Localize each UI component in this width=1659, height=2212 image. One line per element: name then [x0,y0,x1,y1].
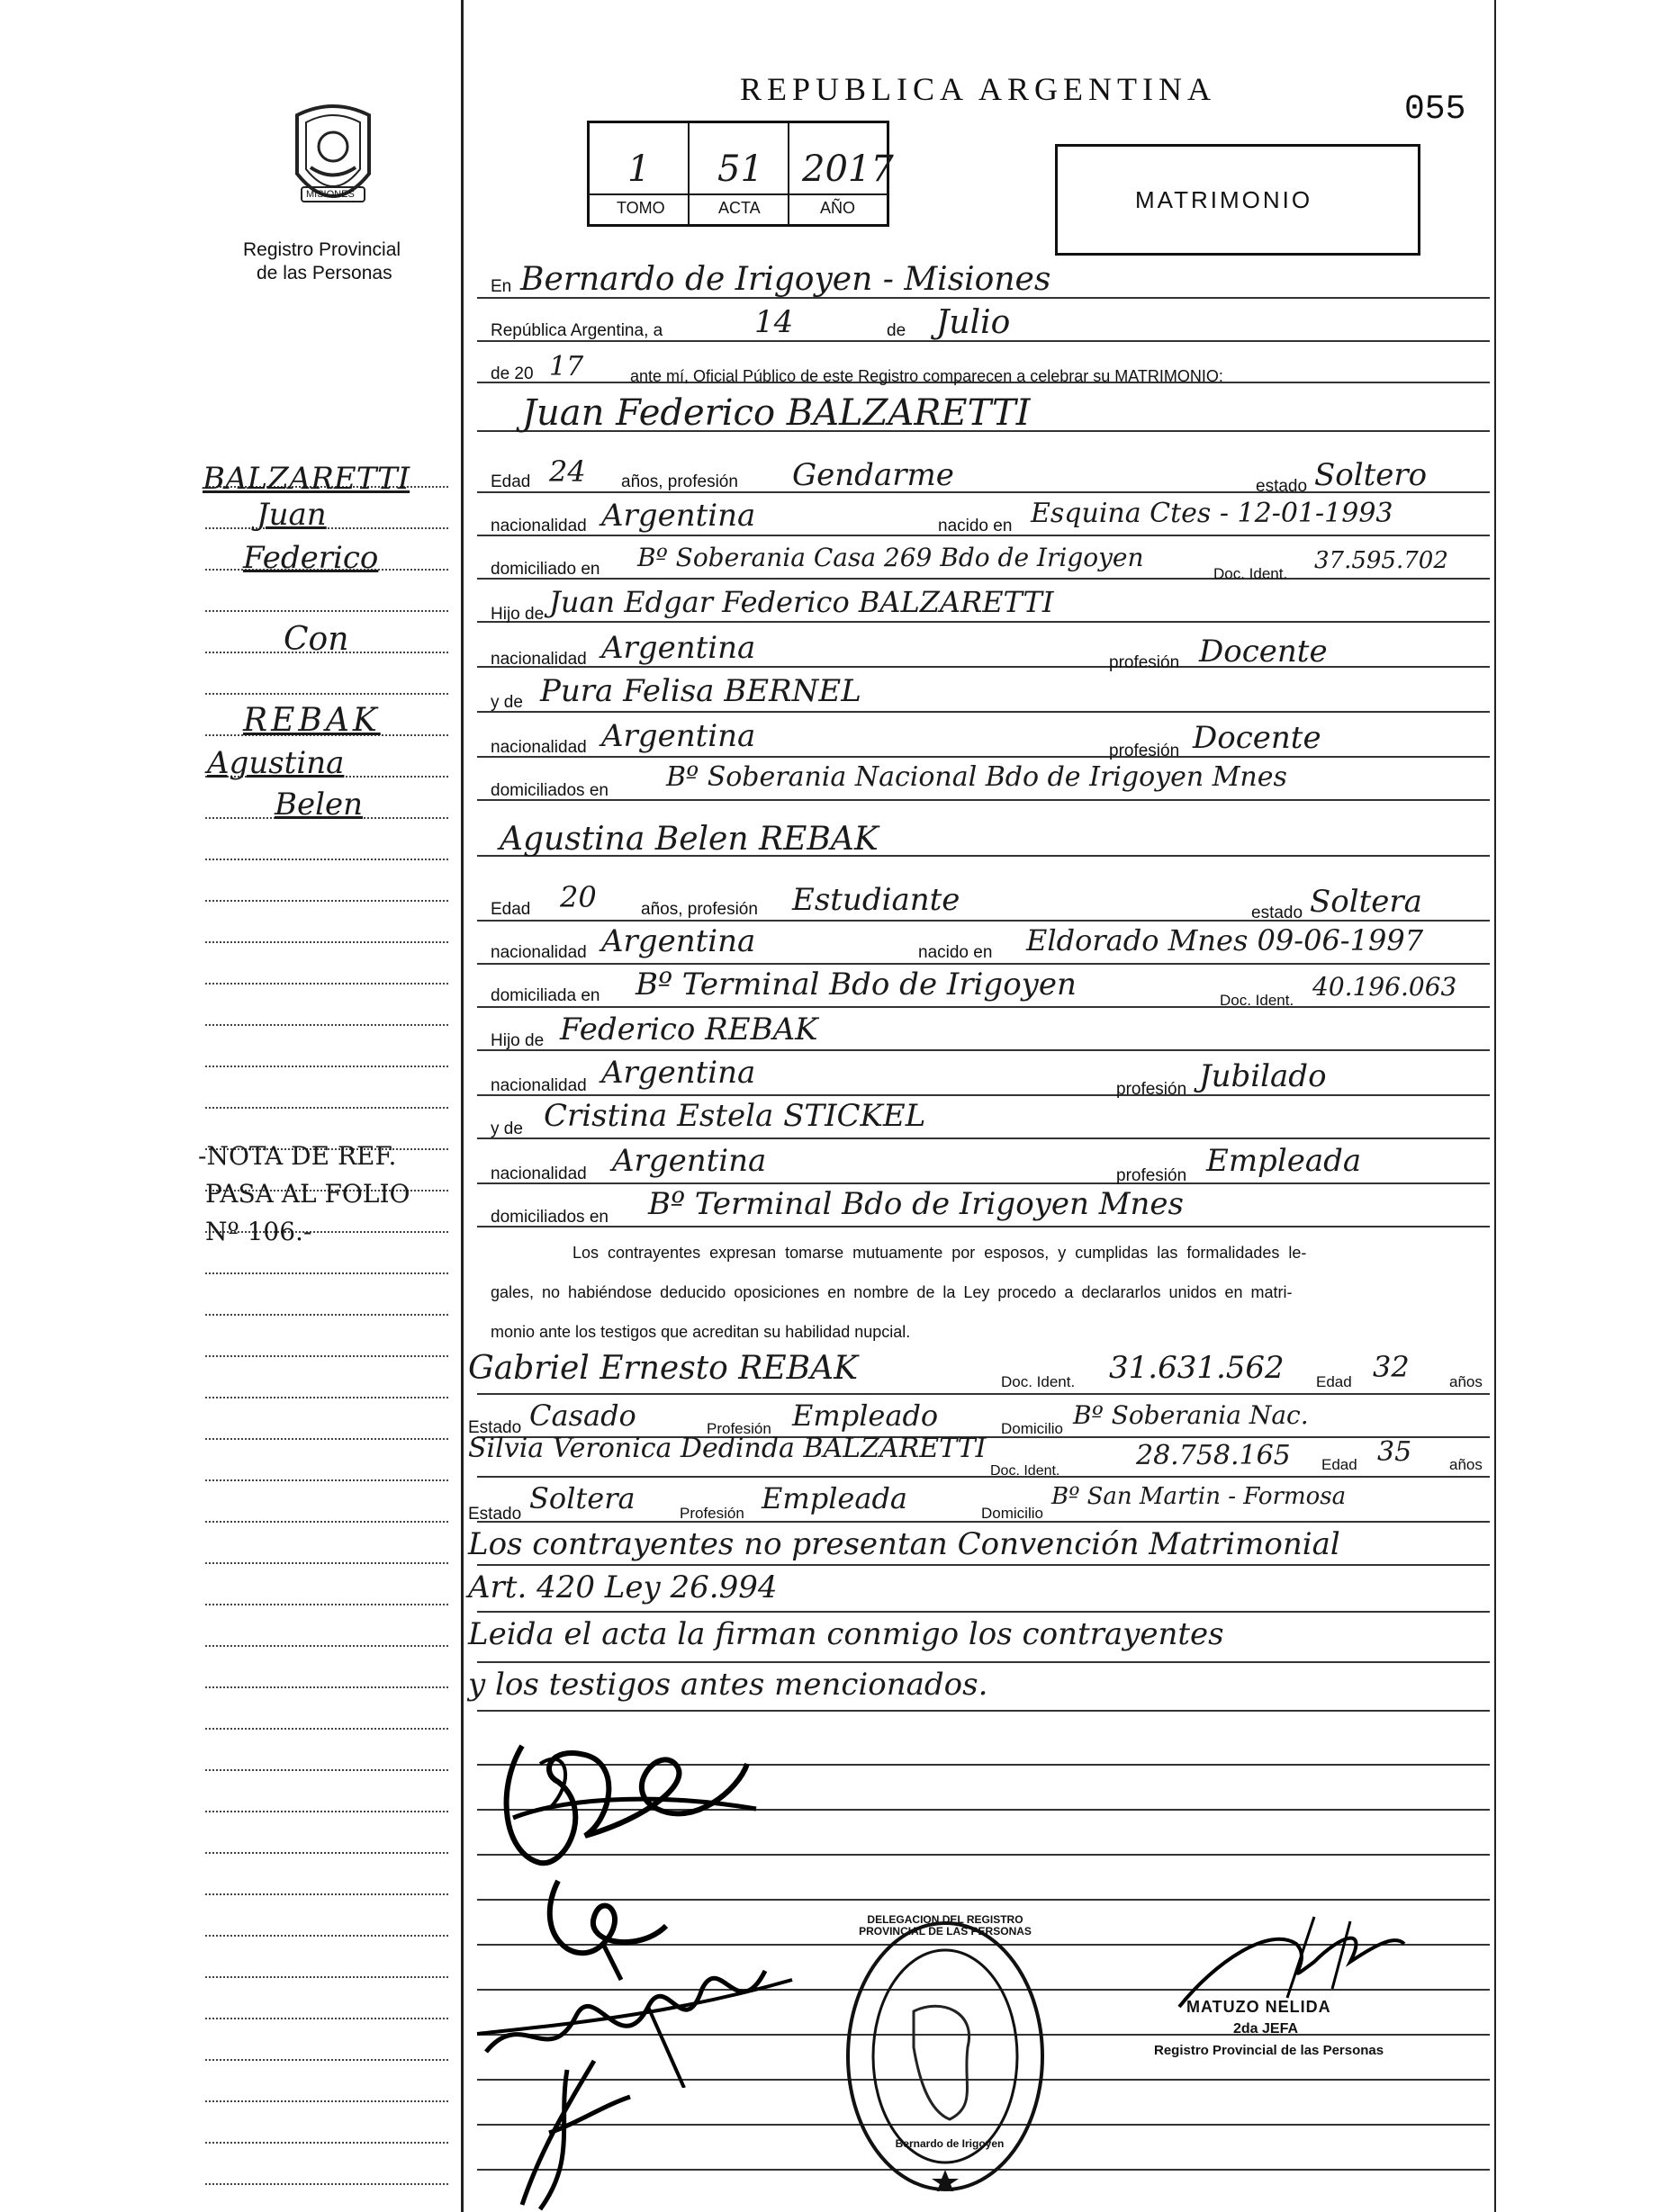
groom-parents-address: Bº Soberania Nacional Bdo de Irigoyen Mnes [666,761,1287,793]
margin-rule [205,1893,448,1895]
margin-rule [205,1024,448,1026]
republica-label: República Argentina, a [491,321,663,340]
registry-stamp-icon [842,1912,1049,2191]
groom-mother-prof: Docente [1193,720,1321,756]
margin-groom-name2: Federico [243,540,379,576]
bride-doc: 40.196.063 [1312,972,1457,1002]
acta-value: 51 [717,148,763,190]
bride-mother-nat-label: nacionalidad [491,1164,587,1183]
witness1-address: Bº Soberania Nac. [1073,1400,1309,1430]
margin-rule [205,941,448,943]
bride-mother-prof-label: profesión [1116,1166,1187,1185]
signature-witness2-icon [486,2052,666,2212]
margin-rule [205,1107,448,1109]
groom-nationality-label: nacionalidad [491,517,587,535]
official-office: Registro Provincial de las Personas [1154,2043,1384,2058]
margin-rule [205,1397,448,1398]
bride-estado-label: estado [1251,904,1303,922]
margin-rule [205,1769,448,1771]
witness1-profession: Empleado [792,1398,939,1433]
groom-anos-label: años, profesión [621,472,738,491]
witness1-doc-label: Doc. Ident. [1001,1373,1076,1390]
en-label: En [491,277,512,296]
margin-rule [205,900,448,902]
margin-rule [205,2183,448,2185]
groom-estado-label: estado [1256,477,1308,496]
witness1-prof-label: Profesión [707,1420,771,1437]
groom-mother-nat-label: nacionalidad [491,738,587,757]
official-title: 2da JEFA [1233,2021,1299,2037]
groom-doc-label: Doc. Ident. [1213,565,1288,582]
witness2-doc-label: Doc. Ident. [990,1463,1060,1479]
bride-estado: Soltera [1310,884,1422,920]
body-rule [477,799,1490,801]
bride-hijo-label: Hijo de [491,1031,545,1050]
body-rule [477,578,1490,580]
bride-nationality: Argentina [601,923,756,959]
margin-rule [205,983,448,985]
bride-edad-label: Edad [491,900,531,919]
groom-father-nat: Argentina [601,630,756,666]
margin-bride-surname: REBAK [243,702,381,739]
act-type-box [1055,144,1420,256]
margin-rule [205,693,448,695]
official-name: MATUZO NELIDA [1186,1998,1331,2016]
crest-label: MISIONES [306,189,355,200]
body-rule [477,1006,1490,1008]
registry-name-line1: Registro Provincial [243,239,401,260]
body-rule [477,920,1490,922]
statement-line1: Los contrayentes expresan tomarse mutuamente por esposos, y cumplidas las formalidades le- [573,1244,1307,1262]
intro-text: ante mí, Oficial Público de este Registro comparecen a celebrar su MATRIMONIO: [630,367,1223,385]
margin-rule [205,1272,448,1274]
statement-line3: monio ante los testigos que acreditan su habilidad nupcial. [491,1323,911,1341]
year-prefix: de 20 [491,364,534,383]
bride-mother-nat: Argentina [612,1143,767,1179]
groom-birth: Esquina Ctes - 12-01-1993 [1031,498,1393,529]
bride-father-prof-label: profesión [1116,1080,1187,1099]
body-rule [477,1661,1490,1663]
groom-full-name: Juan Federico BALZARETTI [522,392,1031,434]
bride-doc-label: Doc. Ident. [1220,992,1294,1009]
body-rule [477,963,1490,965]
tomo-value: 1 [627,148,651,190]
act-id-box [587,121,894,227]
notes-line4: y los testigos antes mencionados. [468,1667,988,1703]
margin-note-line1: -NOTA DE REF. [198,1141,397,1171]
place: Bernardo de Irigoyen - Misiones [520,261,1051,298]
margin-rule [205,1521,448,1523]
anio-label: AÑO [820,199,856,217]
witness1-age: 32 [1373,1350,1410,1384]
margin-rule [205,859,448,860]
bride-parents-dom-label: domiciliados en [491,1208,609,1227]
groom-edad-label: Edad [491,472,531,491]
witness1-estado-label: Estado [468,1418,522,1437]
bride-father-nat-label: nacionalidad [491,1076,587,1095]
margin-note-line2: PASA AL FOLIO [205,1179,410,1209]
margin-bride-name2: Belen [275,787,363,823]
day: 14 [754,304,794,340]
margin-rule [205,1479,448,1481]
body-rule [477,1476,1490,1478]
margin-con: Con [284,621,349,658]
groom-hijo-label: Hijo de [491,605,545,624]
margin-rule [205,1066,448,1067]
body-rule [477,1564,1490,1566]
margin-rule [205,1728,448,1730]
groom-father: Juan Edgar Federico BALZARETTI [549,585,1054,619]
body-rule [477,1182,1490,1184]
registry-name-line2: de las Personas [257,263,392,283]
month: Julio [936,304,1011,341]
notes-line1: Los contrayentes no presentan Convención Matrimonial [468,1526,1340,1562]
witness2-age: 35 [1377,1436,1412,1468]
margin-note-line3: Nº 106.- [205,1217,312,1246]
page-number: 055 [1404,90,1466,129]
margin-rule [205,2018,448,2019]
margin-rule [205,2100,448,2102]
body-rule [477,756,1490,758]
groom-father-nat-label: nacionalidad [491,650,587,669]
bride-nationality-label: nacionalidad [491,943,587,962]
margin-rule [205,1355,448,1357]
margin-rule [205,1314,448,1316]
groom-mother-prof-label: profesión [1109,742,1180,760]
groom-mother: Pura Felisa BERNEL [540,673,861,709]
margin-divider [461,0,464,2212]
margin-rule [205,1852,448,1854]
notes-line3: Leida el acta la firman conmigo los contrayentes [468,1616,1224,1652]
margin-rule [205,2142,448,2144]
bride-address: Bº Terminal Bdo de Irigoyen [636,967,1077,1003]
groom-father-prof-label: profesión [1109,653,1180,672]
witness1-name: Gabriel Ernesto REBAK [468,1350,859,1387]
de-label: de [887,321,906,340]
margin-rule [205,1935,448,1937]
bride-birth: Eldorado Mnes 09-06-1997 [1026,923,1424,958]
groom-mother-nat: Argentina [601,718,756,754]
body-rule [477,1137,1490,1139]
stamp-center-text: Bernardo de Irigoyen [895,2137,1005,2150]
bride-father-prof: Jubilado [1199,1058,1327,1094]
body-rule [477,1393,1490,1395]
margin-bride-name1: Agustina [207,745,345,781]
margin-rule [205,527,448,529]
body-rule [477,1611,1490,1613]
bride-age: 20 [560,880,597,914]
groom-domicilio-label: domiciliado en [491,560,600,579]
right-border [1494,0,1496,2212]
anio-value: 2017 [802,148,894,190]
witness1-estado: Casado [529,1398,636,1433]
witness2-prof-label: Profesión [680,1505,744,1522]
act-type-label: MATRIMONIO [1135,186,1313,213]
witness2-anos-label: años [1449,1456,1483,1473]
groom-estado: Soltero [1314,457,1428,493]
notes-line2: Art. 420 Ley 26.994 [468,1569,778,1605]
groom-address: Bº Soberania Casa 269 Bdo de Irigoyen [637,543,1144,572]
margin-rule [205,1976,448,1978]
misiones-crest-icon [284,97,383,223]
bride-full-name: Agustina Belen REBAK [500,821,879,858]
bride-yde-label: y de [491,1119,523,1138]
witness2-dom-label: Domicilio [981,1505,1043,1522]
stamp-ring-text: DELEGACION DEL REGISTRO PROVINCIAL DE LAS PERSONAS [859,1913,1032,1938]
body-rule [477,666,1490,668]
groom-nacido-label: nacido en [938,517,1013,535]
groom-nationality: Argentina [601,498,756,534]
witness1-dom-label: Domicilio [1001,1420,1063,1437]
bride-mother-prof: Empleada [1206,1143,1362,1179]
witness2-doc: 28.758.165 [1136,1440,1291,1471]
body-rule [477,621,1490,623]
groom-age: 24 [549,454,586,489]
witness2-estado-label: Estado [468,1505,522,1524]
margin-rule [205,1438,448,1440]
groom-parents-dom-label: domiciliados en [491,781,609,800]
bride-parents-address: Bº Terminal Bdo de Irigoyen Mnes [648,1186,1184,1222]
witness1-doc: 31.631.562 [1109,1350,1285,1386]
bride-domicilio-label: domiciliada en [491,986,600,1005]
groom-yde-label: y de [491,693,523,712]
witness1-anos-label: años [1449,1373,1483,1390]
margin-rule [205,610,448,612]
witness2-edad-label: Edad [1321,1456,1357,1473]
country-title: REPUBLICA ARGENTINA [740,71,1217,107]
bride-profession: Estudiante [792,882,960,918]
margin-rule [205,2059,448,2061]
tomo-label: TOMO [617,199,665,217]
statement-line2: gales, no habiéndose deducido oposiciones en nombre de la Ley procedo a declararlos unidos en matri- [491,1283,1293,1301]
margin-rule [205,1686,448,1688]
acta-label: ACTA [718,199,761,217]
body-rule [477,711,1490,713]
bride-father: Federico REBAK [560,1012,818,1048]
margin-rule [205,1645,448,1647]
witness2-name: Silvia Veronica Dedinda BALZARETTI [468,1433,987,1464]
body-rule [477,1226,1490,1227]
witness2-address: Bº San Martin - Formosa [1051,1483,1347,1510]
witness1-edad-label: Edad [1316,1373,1352,1390]
margin-rule [205,1811,448,1812]
margin-groom-name1: Juan [257,497,327,533]
body-rule [477,1094,1490,1096]
margin-groom-surname: BALZARETTI [203,461,410,497]
groom-profession: Gendarme [792,457,954,493]
year-suffix: 17 [549,351,584,382]
witness2-estado: Soltera [529,1481,636,1515]
margin-rule [205,1562,448,1564]
margin-rule [205,1604,448,1605]
bride-father-nat: Argentina [601,1055,756,1091]
witness2-profession: Empleada [762,1481,907,1515]
groom-father-prof: Docente [1199,634,1328,670]
bride-nacido-label: nacido en [918,943,993,962]
groom-doc: 37.595.702 [1314,547,1448,574]
bride-mother: Cristina Estela STICKEL [544,1098,926,1134]
body-rule [477,1049,1490,1051]
bride-anos-label: años, profesión [641,900,758,919]
